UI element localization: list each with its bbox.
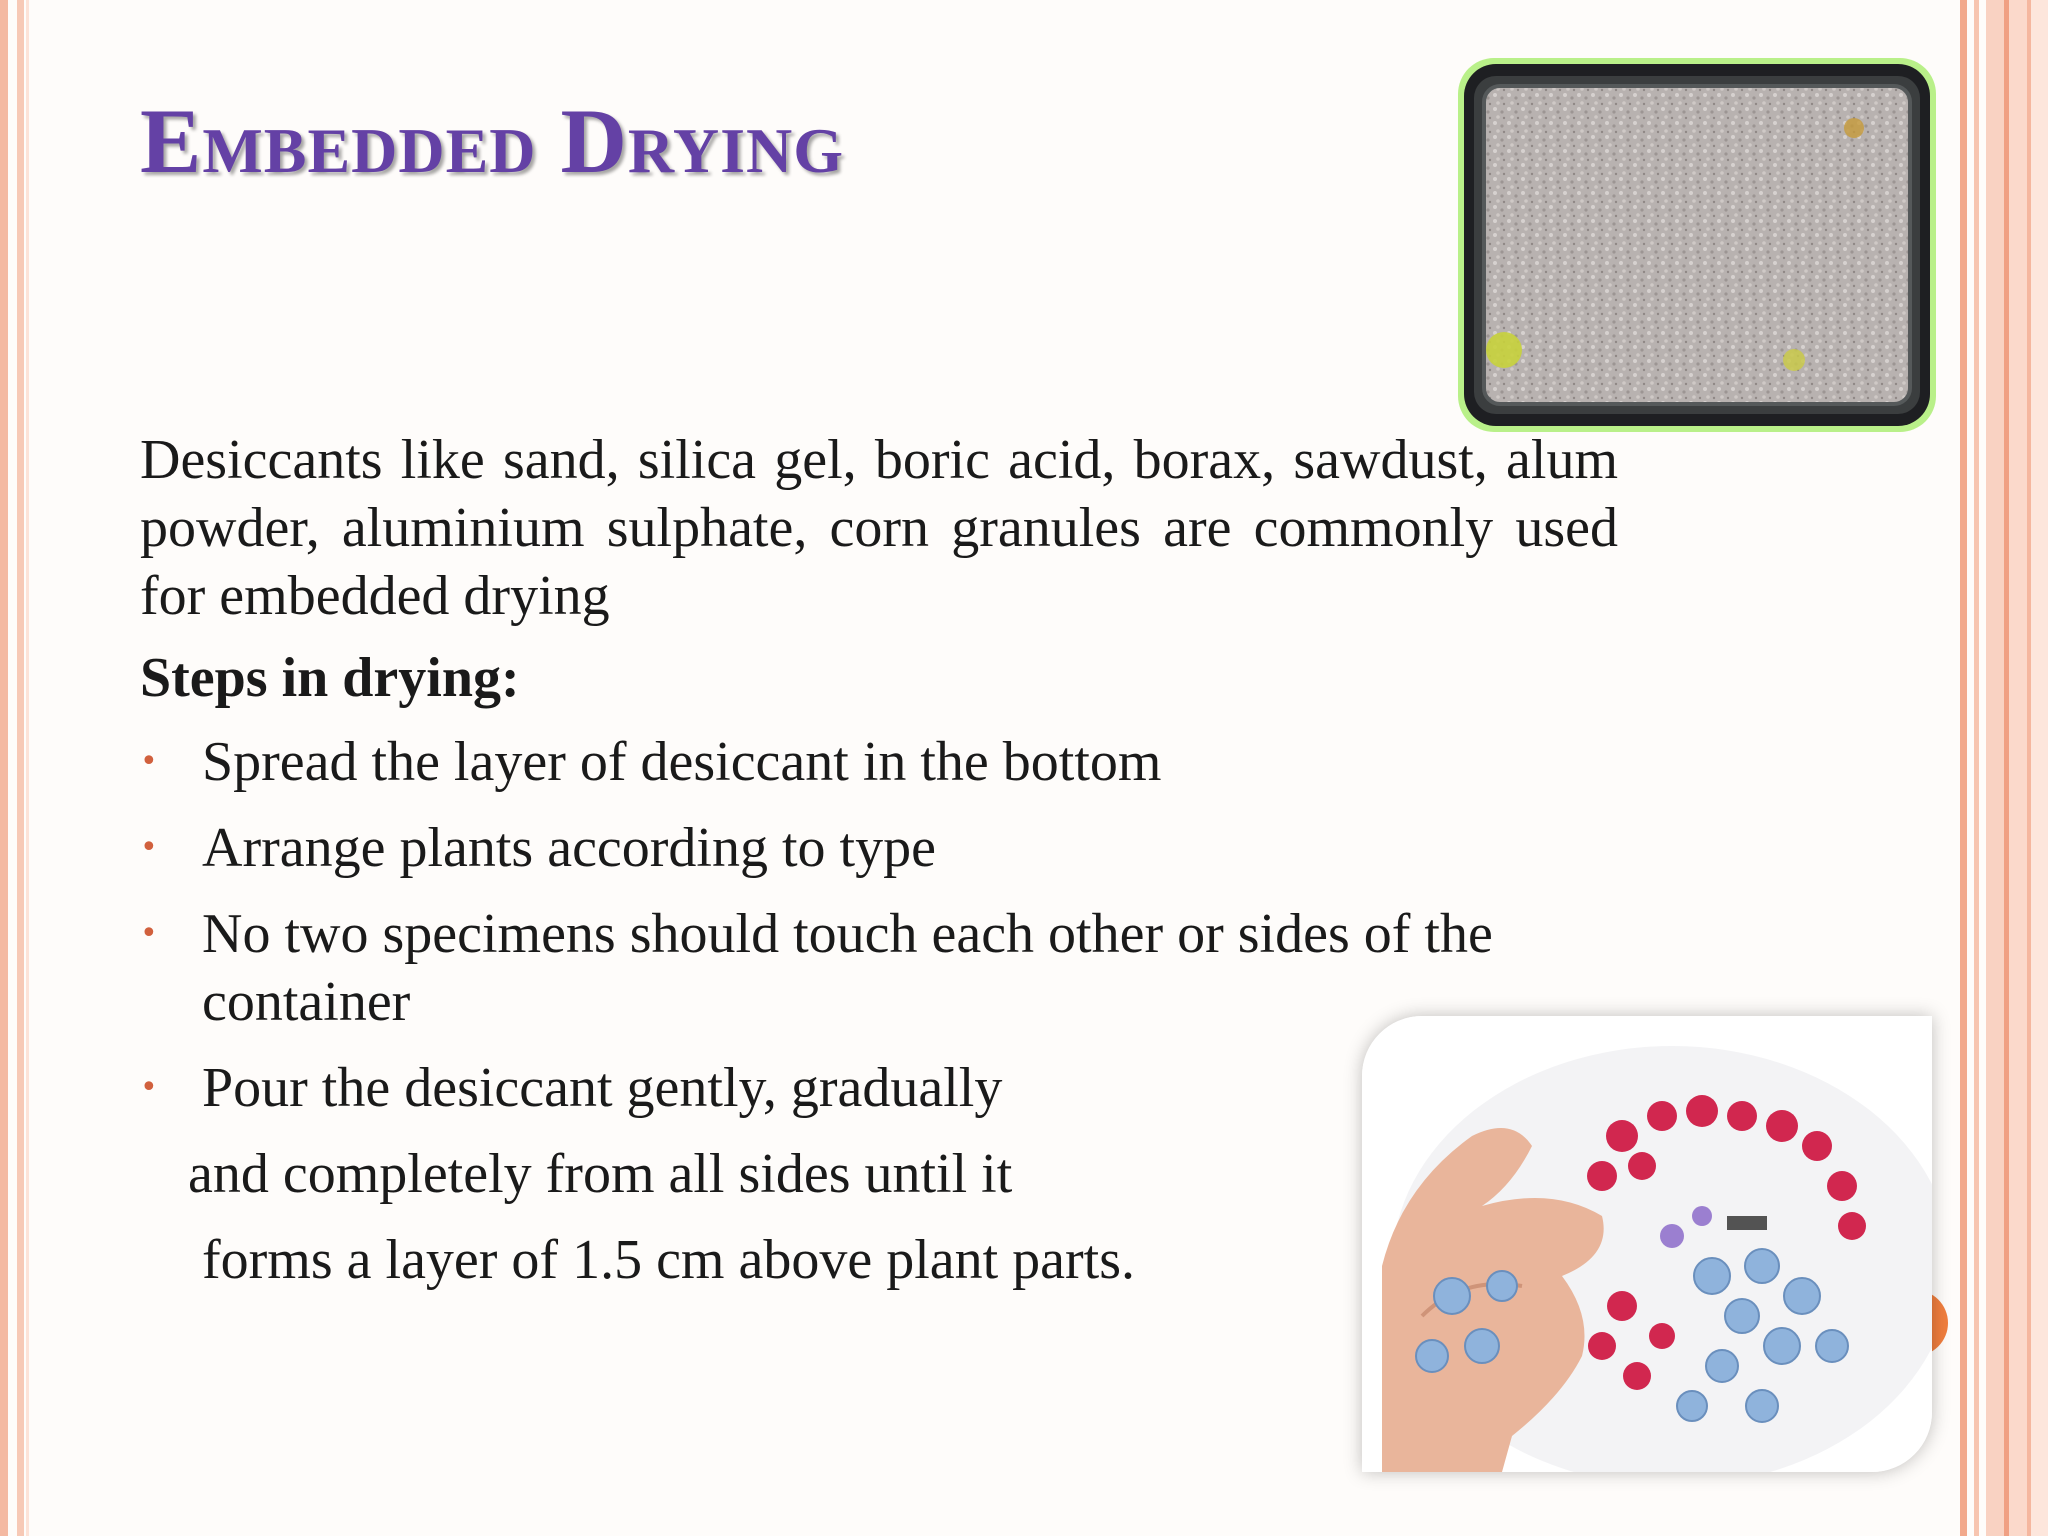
steps-heading: Steps in drying:: [140, 647, 520, 709]
step-text: Pour the desiccant gently, gradually: [202, 1057, 1003, 1119]
dried-flowers-in-hand-photo: [1362, 1016, 1932, 1472]
tray-of-desiccant-photo: [1458, 58, 1936, 432]
slide-title: Embedded Drying: [140, 90, 845, 192]
bullet-icon: •: [140, 1070, 158, 1105]
left-border-inner: [17, 0, 24, 1536]
step-text: Arrange plants according to type: [202, 817, 936, 879]
bullet-icon: •: [140, 744, 158, 779]
left-border: [0, 0, 8, 1536]
step-continuation-line: and completely from all sides until it: [188, 1143, 1013, 1205]
intro-paragraph: Desiccants like sand, silica gel, boric acid, borax, sawdust, alum powder, aluminium sulphate, corn granules are commonly used for embedded drying: [140, 429, 1618, 627]
step-text: No two specimens should touch each other or sides of the container: [202, 903, 1493, 1033]
bullet-icon: •: [140, 916, 158, 951]
bullet-icon: •: [140, 830, 158, 865]
list-item: [140, 814, 1640, 882]
left-border-line: [26, 0, 29, 1536]
list-item: [140, 728, 1640, 796]
right-decorative-stripes: [1960, 0, 2048, 1536]
step-text: Spread the layer of desiccant in the bottom: [202, 731, 1162, 793]
step-continuation-line: forms a layer of 1.5 cm above plant parts.: [202, 1229, 1136, 1291]
